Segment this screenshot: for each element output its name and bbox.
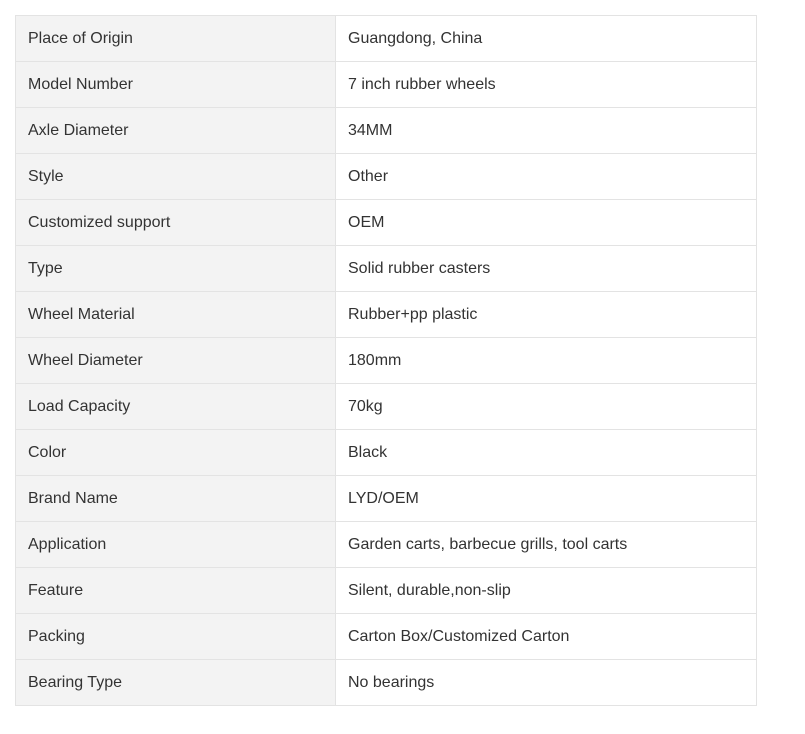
spec-label: Wheel Diameter: [16, 338, 336, 384]
spec-row: [16, 614, 757, 660]
spec-row: [16, 246, 757, 292]
spec-value: Silent, durable,non-slip: [336, 568, 757, 614]
spec-label: Customized support: [16, 200, 336, 246]
spec-value: Guangdong, China: [336, 16, 757, 62]
spec-row: [16, 568, 757, 614]
spec-row: [16, 108, 757, 154]
spec-value: No bearings: [336, 660, 757, 706]
spec-row: [16, 292, 757, 338]
spec-value: OEM: [336, 200, 757, 246]
spec-value: Garden carts, barbecue grills, tool carts: [336, 522, 757, 568]
spec-label: Brand Name: [16, 476, 336, 522]
spec-label: Wheel Material: [16, 292, 336, 338]
spec-row: [16, 62, 757, 108]
spec-label: Type: [16, 246, 336, 292]
spec-label: Bearing Type: [16, 660, 336, 706]
spec-row: [16, 338, 757, 384]
spec-row: [16, 384, 757, 430]
spec-label: Place of Origin: [16, 16, 336, 62]
spec-row: [16, 522, 757, 568]
spec-row: [16, 430, 757, 476]
spec-label: Model Number: [16, 62, 336, 108]
spec-row: [16, 154, 757, 200]
spec-label: Feature: [16, 568, 336, 614]
spec-row: [16, 200, 757, 246]
spec-value: 180mm: [336, 338, 757, 384]
spec-value: 34MM: [336, 108, 757, 154]
spec-label: Load Capacity: [16, 384, 336, 430]
spec-value: Rubber+pp plastic: [336, 292, 757, 338]
spec-row: [16, 16, 757, 62]
spec-value: Black: [336, 430, 757, 476]
spec-row: [16, 476, 757, 522]
spec-label: Style: [16, 154, 336, 200]
product-spec-table: [15, 15, 757, 706]
spec-row: [16, 660, 757, 706]
spec-value: 7 inch rubber wheels: [336, 62, 757, 108]
spec-value: LYD/OEM: [336, 476, 757, 522]
spec-label: Color: [16, 430, 336, 476]
spec-label: Packing: [16, 614, 336, 660]
spec-value: Solid rubber casters: [336, 246, 757, 292]
spec-label: Axle Diameter: [16, 108, 336, 154]
spec-value: Carton Box/Customized Carton: [336, 614, 757, 660]
spec-label: Application: [16, 522, 336, 568]
spec-value: Other: [336, 154, 757, 200]
spec-value: 70kg: [336, 384, 757, 430]
